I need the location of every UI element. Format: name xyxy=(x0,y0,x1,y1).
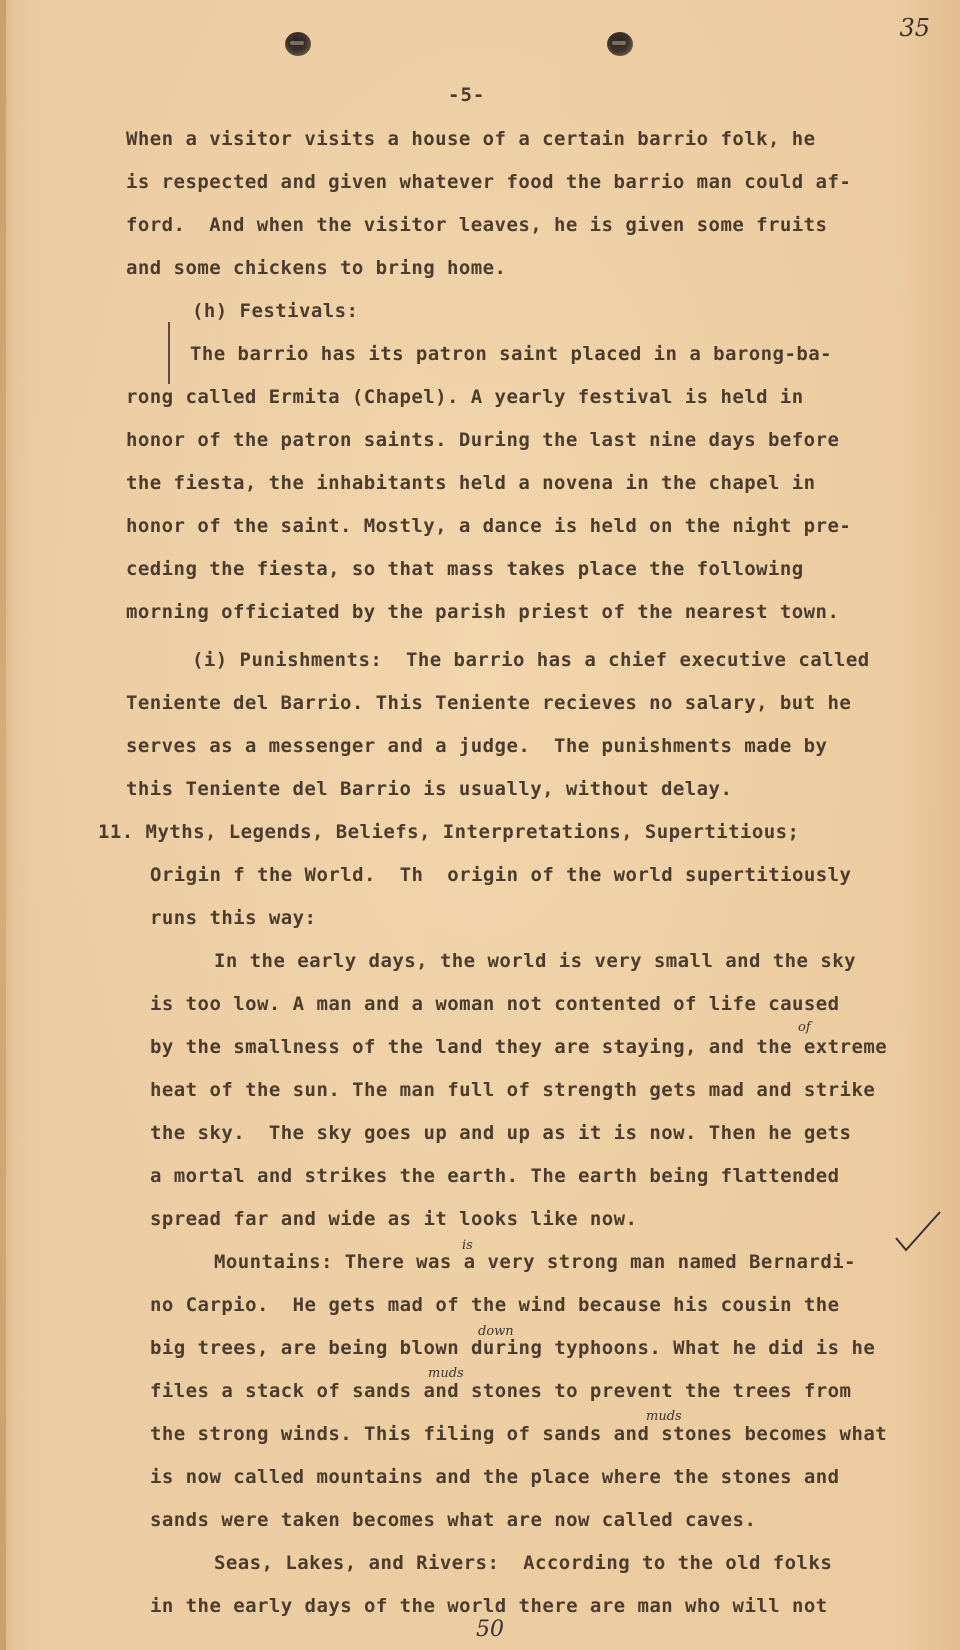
text-line: Origin f the World. Th origin of the world supertitiously xyxy=(150,864,852,886)
text-line: by the smallness of the land they are staying, and the extreme xyxy=(150,1036,888,1058)
text-line: the strong winds. This filing of sands and stones becomes what xyxy=(150,1423,888,1445)
text-line: heat of the sun. The man full of strength gets mad and strike xyxy=(150,1079,876,1101)
text-line: When a visitor visits a house of a certain barrio folk, he xyxy=(126,128,816,150)
text-line: spread far and wide as it looks like now. xyxy=(150,1208,638,1230)
punch-hole-left xyxy=(285,32,311,56)
text-line: Mountains: There was a very strong man named Bernardi- xyxy=(214,1251,857,1273)
handwritten-correction-is: is xyxy=(462,1238,473,1253)
page-number: -5- xyxy=(448,84,486,106)
text-line: serves as a messenger and a judge. The punishments made by xyxy=(126,735,828,757)
text-line: honor of the patron saints. During the last nine days before xyxy=(126,429,840,451)
text-line: files a stack of sands and stones to prevent the trees from xyxy=(150,1380,852,1402)
text-line: the sky. The sky goes up and up as it is now. Then he gets xyxy=(150,1122,852,1144)
handwritten-correction-down: down xyxy=(478,1324,514,1339)
text-line: honor of the saint. Mostly, a dance is held on the night pre- xyxy=(126,515,852,537)
text-line: big trees, are being blown during typhoons. What he did is he xyxy=(150,1337,876,1359)
text-line: In the early days, the world is very small and the sky xyxy=(214,950,857,972)
text-line: the fiesta, the inhabitants held a novena in the chapel in xyxy=(126,472,816,494)
text-line: (i) Punishments: The barrio has a chief executive called xyxy=(192,649,870,671)
text-line: ford. And when the visitor leaves, he is given some fruits xyxy=(126,214,828,236)
text-line: Teniente del Barrio. This Teniente recieves no salary, but he xyxy=(126,692,852,714)
stamp-page-number: 35 xyxy=(899,14,930,42)
text-line: rong called Ermita (Chapel). A yearly festival is held in xyxy=(126,386,804,408)
bottom-page-number: 50 xyxy=(476,1617,504,1642)
text-line: The barrio has its patron saint placed in a barong-ba- xyxy=(190,343,833,365)
text-line: ceding the fiesta, so that mass takes place the following xyxy=(126,558,804,580)
check-mark-icon xyxy=(892,1208,944,1256)
section-heading-festivals: (h) Festivals: xyxy=(192,300,359,322)
text-line: is respected and given whatever food the barrio man could af- xyxy=(126,171,852,193)
margin-bracket-mark xyxy=(168,322,180,384)
text-line: morning officiated by the parish priest of the nearest town. xyxy=(126,601,840,623)
punch-hole-right xyxy=(607,32,633,56)
text-line: is too low. A man and a woman not contented of life caused xyxy=(150,993,840,1015)
text-line: runs this way: xyxy=(150,907,317,929)
text-line: and some chickens to bring home. xyxy=(126,257,507,279)
text-line: a mortal and strikes the earth. The earth being flattended xyxy=(150,1165,840,1187)
text-line: Seas, Lakes, and Rivers: According to the old folks xyxy=(214,1552,833,1574)
section-heading-myths: 11. Myths, Legends, Beliefs, Interpretations, Supertitious; xyxy=(98,821,800,843)
handwritten-correction-of: of xyxy=(798,1020,811,1035)
text-line: this Teniente del Barrio is usually, without delay. xyxy=(126,778,733,800)
text-line: sands were taken becomes what are now called caves. xyxy=(150,1509,757,1531)
text-line: no Carpio. He gets mad of the wind because his cousin the xyxy=(150,1294,840,1316)
page-edge xyxy=(0,0,6,1650)
text-line: is now called mountains and the place where the stones and xyxy=(150,1466,840,1488)
handwritten-correction-muds: muds xyxy=(646,1409,682,1424)
handwritten-correction-muds: muds xyxy=(428,1366,464,1381)
text-line: in the early days of the world there are man who will not xyxy=(150,1595,828,1617)
